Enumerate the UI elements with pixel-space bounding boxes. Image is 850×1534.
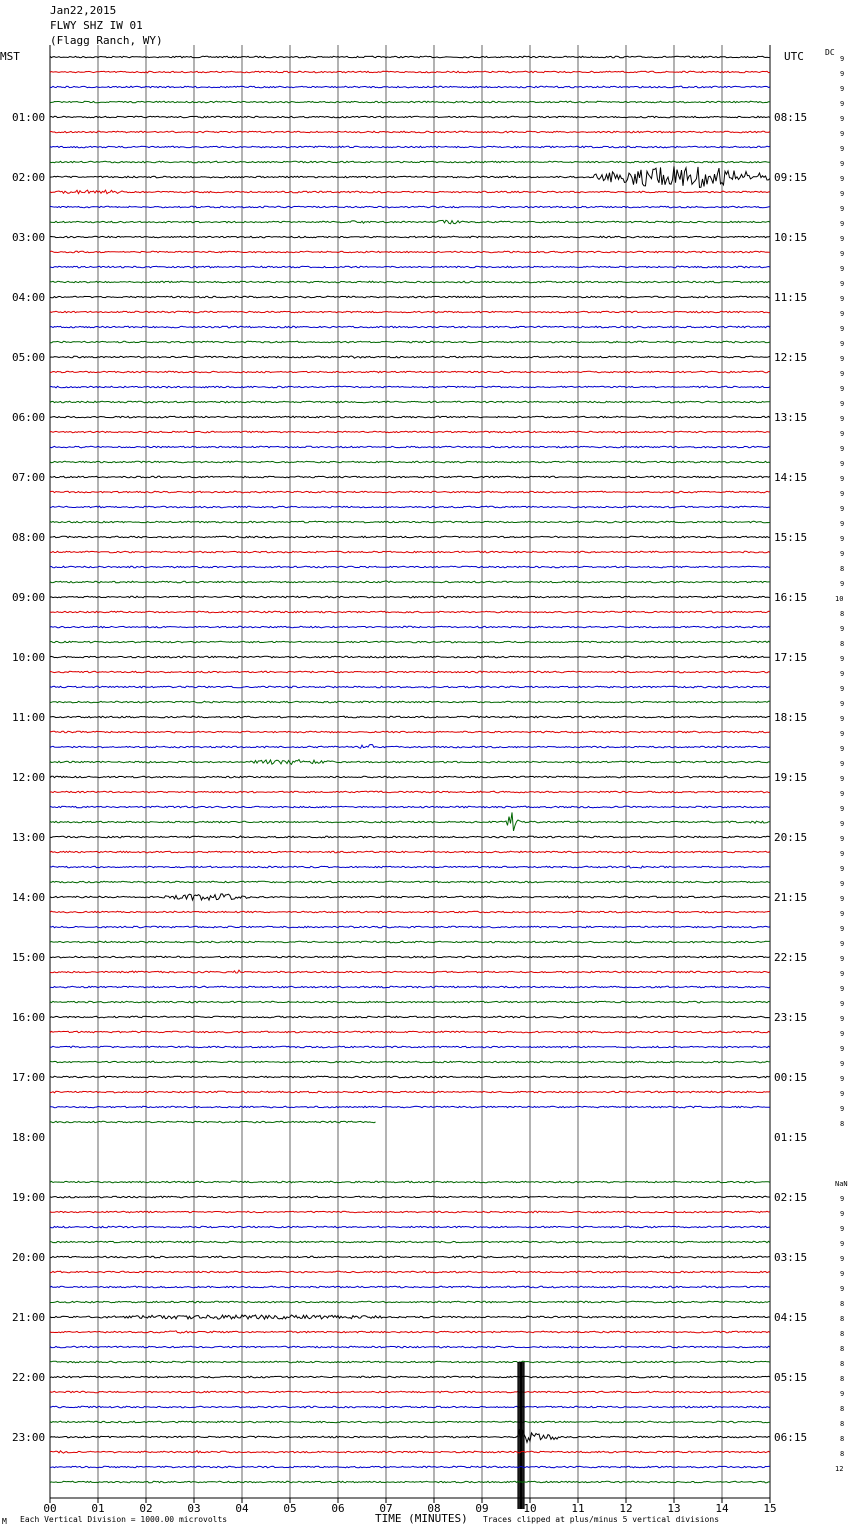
trace-value-label: 8: [840, 1450, 845, 1458]
trace-line: [50, 611, 770, 613]
trace-line: [50, 731, 770, 733]
trace-line: [50, 760, 770, 765]
trace-value-label: 9: [840, 1210, 845, 1218]
trace-line: [50, 461, 770, 463]
x-tick-label: 11: [571, 1502, 585, 1515]
trace-value-label: 9: [840, 1240, 845, 1248]
trace-line: [50, 745, 770, 749]
trace-value-label: 9: [840, 100, 845, 108]
trace-value-label: 9: [840, 325, 845, 333]
trace-line: [50, 806, 770, 808]
trace-value-label: 9: [840, 160, 845, 168]
mst-hour-label: 16:00: [12, 1011, 46, 1024]
trace-value-label: 8: [840, 1375, 845, 1383]
trace-line: [50, 101, 770, 103]
trace-value-label: 9: [840, 1060, 845, 1068]
trace-value-label: 9: [840, 745, 845, 753]
mst-hour-label: 18:00: [12, 1131, 46, 1144]
trace-value-label: 8: [840, 1405, 845, 1413]
trace-value-label: 9: [840, 1090, 845, 1098]
trace-line: [50, 671, 770, 673]
x-tick-label: 09: [475, 1502, 489, 1515]
trace-value-label: 9: [840, 1255, 845, 1263]
trace-value-label: 8: [840, 1420, 845, 1428]
trace-value-label: 9: [840, 670, 845, 678]
x-tick-label: 05: [283, 1502, 297, 1515]
trace-line: [50, 656, 770, 658]
trace-value-label: 8: [840, 1435, 845, 1443]
trace-value-label: 9: [840, 145, 845, 153]
trace-line: [50, 116, 770, 118]
trace-line: [50, 956, 770, 958]
mst-hour-label: 03:00: [12, 231, 46, 244]
x-tick-label: 15: [763, 1502, 777, 1515]
trace-line: [50, 1361, 770, 1363]
header-location: (Flagg Ranch, WY): [50, 34, 163, 47]
trace-value-label: 9: [840, 805, 845, 813]
x-tick-label: 08: [427, 1502, 441, 1515]
trace-line: [50, 491, 770, 493]
trace-line: [50, 1376, 770, 1378]
trace-value-label: 8: [840, 610, 845, 618]
trace-line: [50, 476, 770, 478]
trace-line: [50, 1466, 770, 1468]
trace-value-label: 9: [840, 385, 845, 393]
trace-value-label: 12: [835, 1465, 844, 1473]
trace-line: [50, 1481, 770, 1483]
trace-line: [50, 1031, 770, 1033]
mst-hour-label: 20:00: [12, 1251, 46, 1264]
trace-value-label: 9: [840, 700, 845, 708]
trace-line: [50, 86, 770, 88]
trace-value-label: 9: [840, 205, 845, 213]
trace-value-label: 8: [840, 1120, 845, 1128]
trace-value-label: 9: [840, 1225, 845, 1233]
trace-line: [50, 1076, 770, 1078]
trace-value-label: 9: [840, 1075, 845, 1083]
trace-line: [50, 866, 770, 868]
trace-line: [50, 506, 770, 508]
trace-value-label: 9: [840, 1285, 845, 1293]
trace-line: [50, 311, 770, 313]
trace-value-label: 9: [840, 70, 845, 78]
trace-line: [50, 970, 770, 973]
trace-value-label: 9: [840, 535, 845, 543]
utc-hour-label: 09:15: [774, 171, 808, 184]
trace-line: [50, 1061, 770, 1063]
mst-hour-label: 13:00: [12, 831, 46, 844]
trace-line: [50, 446, 770, 448]
x-tick-label: 00: [43, 1502, 57, 1515]
trace-value-label: 9: [840, 505, 845, 513]
trace-line: [50, 851, 770, 853]
trace-value-label: 9: [840, 460, 845, 468]
trace-line: [50, 791, 770, 793]
utc-hour-label: 18:15: [774, 711, 808, 724]
trace-value-label: 9: [840, 820, 845, 828]
trace-value-label: 9: [840, 685, 845, 693]
trace-line: [50, 1121, 376, 1123]
scale-note: Each Vertical Division = 1000.00 microvolts: [20, 1515, 228, 1524]
trace-line: [50, 431, 770, 433]
x-tick-label: 10: [523, 1502, 537, 1515]
trace-value-label: 9: [840, 895, 845, 903]
trace-line: [50, 911, 770, 913]
trace-value-label: 9: [840, 280, 845, 288]
trace-value-label: 9: [840, 655, 845, 663]
trace-value-label: 9: [840, 880, 845, 888]
trace-line: [50, 131, 770, 133]
x-tick-label: 13: [667, 1502, 681, 1515]
trace-line: [50, 281, 770, 283]
trace-line: [50, 296, 770, 298]
mst-hour-label: 08:00: [12, 531, 46, 544]
trace-line: [50, 551, 770, 553]
utc-hour-label: 16:15: [774, 591, 808, 604]
header-station: FLWY SHZ IW 01: [50, 19, 143, 32]
utc-hour-label: 20:15: [774, 831, 808, 844]
trace-value-label: 9: [840, 580, 845, 588]
trace-value-label: 9: [840, 955, 845, 963]
trace-value-label: 9: [840, 430, 845, 438]
trace-line: [50, 56, 770, 58]
utc-hour-label: 22:15: [774, 951, 808, 964]
trace-line: [50, 161, 770, 163]
utc-hour-label: 19:15: [774, 771, 808, 784]
trace-value-label: 9: [840, 790, 845, 798]
utc-hour-label: 12:15: [774, 351, 808, 364]
utc-hour-label: 15:15: [774, 531, 808, 544]
trace-value-label: 9: [840, 295, 845, 303]
mst-hour-label: 05:00: [12, 351, 46, 364]
trace-value-label: 9: [840, 1030, 845, 1038]
trace-line: [50, 146, 770, 148]
mst-hour-label: 21:00: [12, 1311, 46, 1324]
trace-line: [50, 220, 770, 224]
trace-line: [50, 701, 770, 703]
trace-value-label: 9: [840, 625, 845, 633]
trace-value-label: 9: [840, 175, 845, 183]
trace-line: [50, 251, 770, 253]
mst-hour-label: 12:00: [12, 771, 46, 784]
trace-value-label: 9: [840, 865, 845, 873]
mst-hour-label: 15:00: [12, 951, 46, 964]
utc-hour-label: 00:15: [774, 1071, 808, 1084]
utc-hour-label: 06:15: [774, 1431, 808, 1444]
mst-hour-label: 14:00: [12, 891, 46, 904]
trace-line: [50, 1301, 770, 1303]
trace-line: [50, 1016, 770, 1018]
right-column-header: DC: [825, 48, 835, 57]
trace-value-label: 9: [840, 130, 845, 138]
trace-value-label: 9: [840, 220, 845, 228]
mst-hour-label: 07:00: [12, 471, 46, 484]
trace-value-label: 9: [840, 490, 845, 498]
mst-hour-label: 04:00: [12, 291, 46, 304]
trace-line: [50, 894, 770, 900]
utc-hour-label: 14:15: [774, 471, 808, 484]
trace-value-label: 8: [840, 640, 845, 648]
mst-hour-label: 06:00: [12, 411, 46, 424]
x-tick-label: 03: [187, 1502, 201, 1515]
x-tick-label: 04: [235, 1502, 249, 1515]
trace-line: [50, 566, 770, 568]
trace-value-label: 9: [840, 760, 845, 768]
utc-hour-label: 10:15: [774, 231, 808, 244]
mst-hour-label: 01:00: [12, 111, 46, 124]
x-axis-label: TIME (MINUTES): [375, 1512, 468, 1525]
trace-value-label: 8: [840, 1330, 845, 1338]
trace-line: [50, 1196, 770, 1198]
trace-line: [50, 266, 770, 268]
trace-line: [50, 1391, 770, 1393]
trace-value-label: 9: [840, 970, 845, 978]
trace-value-label: 9: [840, 985, 845, 993]
trace-line: [50, 626, 770, 628]
trace-line: [50, 641, 770, 643]
trace-line: [50, 1315, 770, 1319]
trace-value-label: 9: [840, 415, 845, 423]
trace-line: [50, 986, 770, 988]
trace-value-label: 9: [840, 1195, 845, 1203]
trace-value-label: NaN: [835, 1180, 848, 1188]
trace-line: [50, 401, 770, 403]
utc-hour-label: 23:15: [774, 1011, 808, 1024]
utc-hour-label: 04:15: [774, 1311, 808, 1324]
trace-line: [50, 1429, 770, 1443]
trace-value-label: 9: [840, 775, 845, 783]
trace-value-label: 9: [840, 1045, 845, 1053]
trace-line: [50, 1241, 770, 1243]
x-tick-label: 06: [331, 1502, 345, 1515]
trace-value-label: 9: [840, 520, 845, 528]
trace-line: [50, 836, 770, 838]
right-axis-title: UTC: [784, 50, 804, 63]
mst-hour-label: 22:00: [12, 1371, 46, 1384]
trace-line: [50, 1271, 770, 1273]
trace-line: [50, 1421, 770, 1423]
trace-value-label: 10: [835, 595, 844, 603]
mst-hour-label: 02:00: [12, 171, 46, 184]
trace-value-label: 9: [840, 925, 845, 933]
trace-line: [50, 926, 770, 928]
utc-hour-label: 21:15: [774, 891, 808, 904]
trace-value-label: 9: [840, 1000, 845, 1008]
left-axis-title: MST: [0, 50, 20, 63]
trace-line: [50, 1256, 770, 1258]
utc-hour-label: 08:15: [774, 111, 808, 124]
trace-line: [50, 1346, 770, 1348]
trace-line: [50, 881, 770, 883]
trace-value-label: 9: [840, 355, 845, 363]
trace-value-label: 9: [840, 235, 845, 243]
trace-line: [50, 386, 770, 388]
trace-value-label: 9: [840, 1390, 845, 1398]
mst-hour-label: 11:00: [12, 711, 46, 724]
trace-line: [50, 1451, 770, 1454]
trace-line: [50, 1106, 770, 1108]
trace-value-label: 8: [840, 1360, 845, 1368]
trace-value-label: 9: [840, 910, 845, 918]
trace-line: [50, 1046, 770, 1048]
trace-value-label: 9: [840, 1270, 845, 1278]
trace-value-label: 9: [840, 340, 845, 348]
trace-line: [50, 1286, 770, 1288]
x-tick-label: 07: [379, 1502, 393, 1515]
trace-value-label: 8: [840, 1345, 845, 1353]
mst-hour-label: 09:00: [12, 591, 46, 604]
trace-line: [50, 356, 770, 358]
trace-value-label: 9: [840, 1105, 845, 1113]
x-tick-label: 12: [619, 1502, 633, 1515]
trace-line: [50, 206, 770, 208]
trace-value-label: 9: [840, 835, 845, 843]
trace-line: [50, 71, 770, 73]
mst-hour-label: 10:00: [12, 651, 46, 664]
trace-line: [50, 341, 770, 343]
trace-line: [50, 596, 770, 598]
trace-value-label: 9: [840, 445, 845, 453]
utc-hour-label: 13:15: [774, 411, 808, 424]
utc-hour-label: 05:15: [774, 1371, 808, 1384]
trace-value-label: 9: [840, 730, 845, 738]
trace-line: [50, 1181, 770, 1183]
utc-hour-label: 17:15: [774, 651, 808, 664]
trace-value-label: 9: [840, 715, 845, 723]
trace-value-label: 9: [840, 250, 845, 258]
corner-mark: M: [2, 1517, 7, 1526]
utc-hour-label: 11:15: [774, 291, 808, 304]
mst-hour-label: 19:00: [12, 1191, 46, 1204]
trace-line: [50, 416, 770, 418]
trace-value-label: 9: [840, 265, 845, 273]
trace-value-label: 9: [840, 370, 845, 378]
trace-value-label: 9: [840, 475, 845, 483]
trace-line: [50, 686, 770, 688]
trace-value-label: 9: [840, 550, 845, 558]
trace-value-label: 8: [840, 1315, 845, 1323]
utc-hour-label: 03:15: [774, 1251, 808, 1264]
clip-note: Traces clipped at plus/minus 5 vertical divisions: [483, 1515, 720, 1524]
trace-value-label: 9: [840, 55, 845, 63]
trace-line: [50, 371, 770, 373]
x-tick-label: 02: [139, 1502, 153, 1515]
trace-line: [50, 941, 770, 943]
trace-line: [50, 326, 770, 328]
trace-line: [50, 1226, 770, 1228]
trace-line: [50, 1331, 770, 1333]
trace-value-label: 9: [840, 940, 845, 948]
mst-hour-label: 23:00: [12, 1431, 46, 1444]
trace-line: [50, 166, 770, 187]
trace-line: [50, 1406, 770, 1408]
trace-value-label: 9: [840, 190, 845, 198]
trace-value-label: 9: [840, 85, 845, 93]
x-tick-label: 01: [91, 1502, 105, 1515]
trace-line: [50, 536, 770, 538]
trace-value-label: 9: [840, 400, 845, 408]
trace-line: [50, 236, 770, 238]
trace-value-label: 9: [840, 310, 845, 318]
trace-line: [50, 1001, 770, 1003]
mst-hour-label: 17:00: [12, 1071, 46, 1084]
trace-value-label: 9: [840, 1015, 845, 1023]
trace-line: [50, 1091, 770, 1093]
utc-hour-label: 02:15: [774, 1191, 808, 1204]
trace-line: [50, 1211, 770, 1213]
trace-value-label: 9: [840, 115, 845, 123]
trace-line: [50, 812, 770, 831]
trace-value-label: 8: [840, 1300, 845, 1308]
trace-line: [50, 716, 770, 718]
trace-value-label: 8: [840, 565, 845, 573]
trace-line: [50, 190, 770, 194]
trace-line: [50, 776, 770, 778]
header-date: Jan22,2015: [50, 4, 117, 17]
trace-line: [50, 581, 770, 583]
x-tick-label: 14: [715, 1502, 729, 1515]
trace-value-label: 9: [840, 850, 845, 858]
trace-line: [50, 521, 770, 523]
utc-hour-label: 01:15: [774, 1131, 808, 1144]
